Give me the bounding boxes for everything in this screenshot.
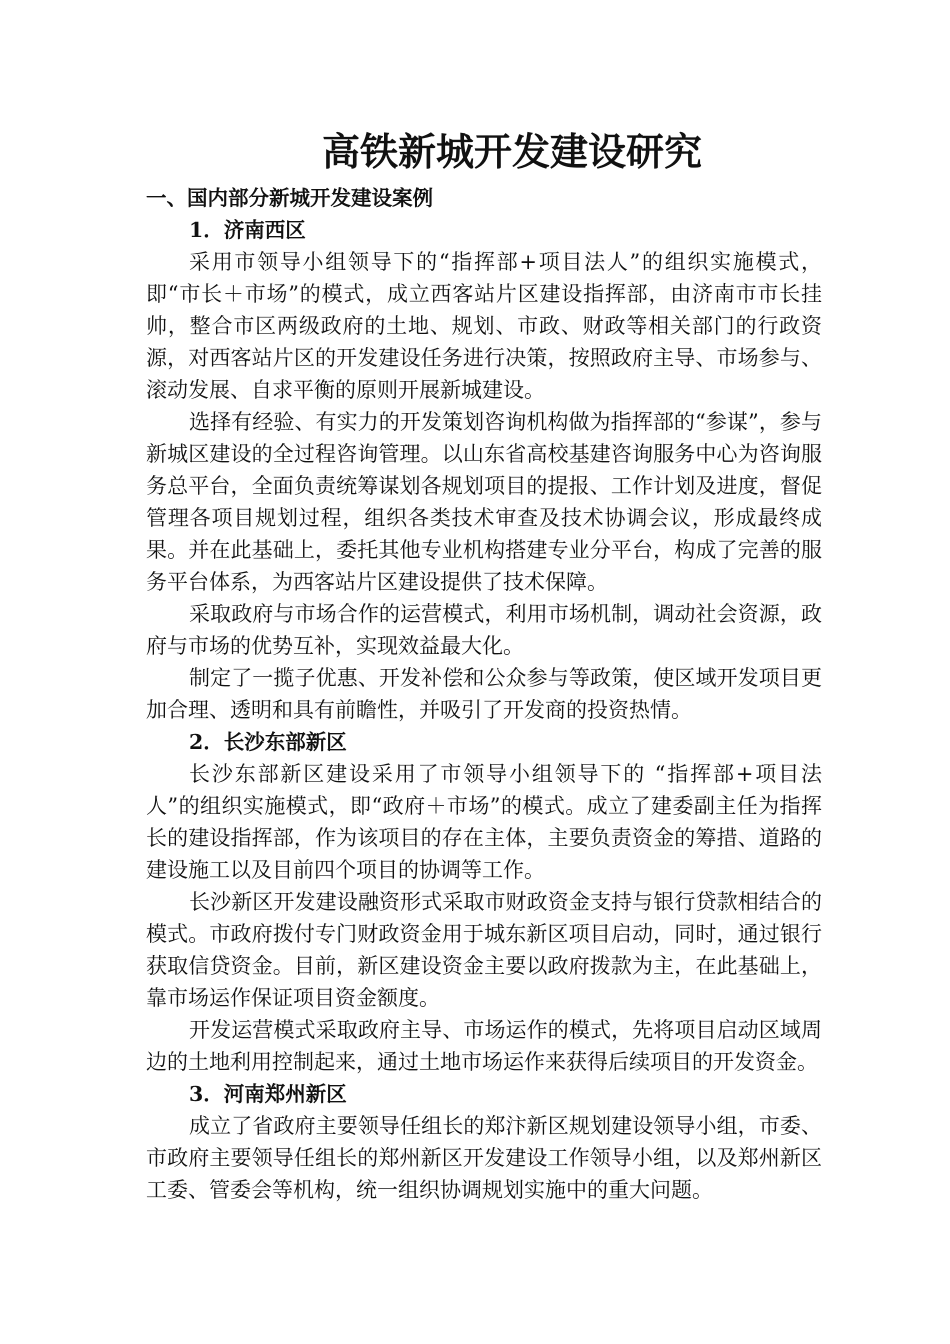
paragraph: 选择有经验、有实力的开发策划咨询机构做为指挥部的“参谋”，参与新城区建设的全过程咨询管理。以山东省高校基建咨询服务中心为咨询服务总平台，全面负责统筹谋划各规划项目的提报、工作计划及进度，督促管理各项目规划过程，组织各类技术审查及技术协调会议，形成最终成果。并在此基础上，委托其他专业机构搭建专业分平台，构成了完善的服务平台体系，为西客站片区建设提供了技术保障。: [146, 410, 822, 594]
paragraph: 长沙东部新区建设采用了市领导小组领导下的 “指挥部+项目法人”的组织实施模式，即“政府＋市场”的模式。成立了建委副主任为指挥长的建设指挥部，作为该项目的存在主体，主要负责资金的筹措、道路的建设施工以及目前四个项目的协调等工作。: [146, 762, 822, 882]
case-heading-zhengzhou: 3．河南郑州新区: [189, 1082, 347, 1106]
paragraph: 长沙新区开发建设融资形式采取市财政资金支持与银行贷款相结合的模式。市政府拨付专门财政资金用于城东新区项目启动，同时，通过银行获取信贷资金。目前，新区建设资金主要以政府拨款为主，在此基础上，靠市场运作保证项目资金额度。: [146, 890, 822, 1010]
document-body: [146, 122, 822, 1206]
case-heading-changsha: 2．长沙东部新区: [189, 730, 347, 754]
case-heading-jinan: 1．济南西区: [189, 218, 306, 242]
paragraph: 采用市领导小组领导下的“指挥部+项目法人”的组织实施模式，即“市长＋市场”的模式，成立西客站片区建设指挥部，由济南市市长挂帅，整合市区两级政府的土地、规划、市政、财政等相关部门的行政资源，对西客站片区的开发建设任务进行决策，按照政府主导、市场参与、滚动发展、自求平衡的原则开展新城建设。: [146, 250, 822, 402]
section-heading: 一、国内部分新城开发建设案例: [146, 186, 433, 210]
paragraph: 成立了省政府主要领导任组长的郑汴新区规划建设领导小组，市委、市政府主要领导任组长的郑州新区开发建设工作领导小组，以及郑州新区工委、管委会等机构，统一组织协调规划实施中的重大问题。: [146, 1114, 822, 1202]
document-title: 高铁新城开发建设研究: [322, 129, 703, 174]
paragraph: 开发运营模式采取政府主导、市场运作的模式，先将项目启动区域周边的土地利用控制起来，通过土地市场运作来获得后续项目的开发资金。: [146, 1018, 822, 1074]
paragraph: 采取政府与市场合作的运营模式，利用市场机制，调动社会资源，政府与市场的优势互补，实现效益最大化。: [146, 602, 822, 658]
paragraph: 制定了一揽子优惠、开发补偿和公众参与等政策，使区域开发项目更加合理、透明和具有前瞻性，并吸引了开发商的投资热情。: [146, 666, 822, 722]
